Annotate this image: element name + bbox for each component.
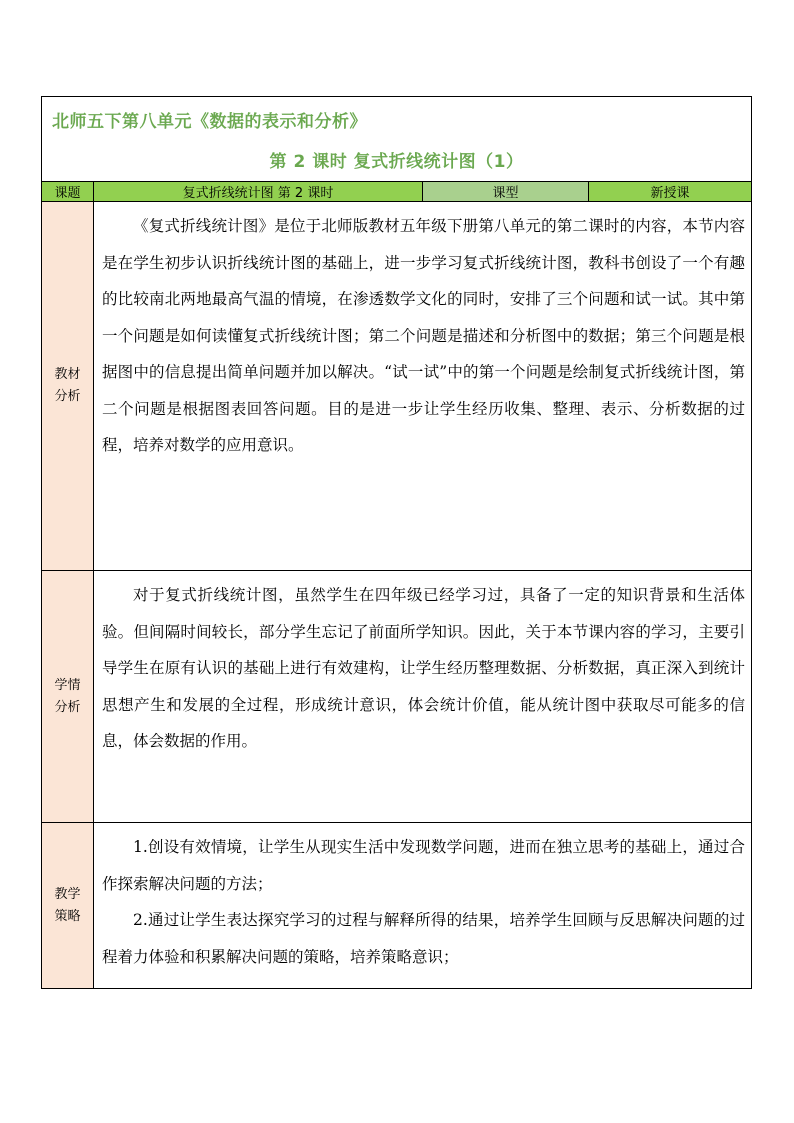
section-row-learner-analysis (42, 571, 752, 823)
lesson-plan-table (41, 96, 752, 989)
type-value: 新授课 (589, 182, 752, 202)
section-row-textbook-analysis (42, 202, 752, 571)
section-content-teaching-strategy (94, 823, 752, 989)
section-content-learner-analysis (94, 571, 752, 823)
paragraph: 1.创设有效情境，让学生从现实生活中发现数学问题，进而在独立思考的基础上，通过合作探索解决问题的方法； (102, 838, 745, 893)
topic-label: 课题 (42, 182, 94, 202)
section-row-teaching-strategy (42, 823, 752, 989)
section-label-teaching-strategy: 教学策略 (42, 823, 94, 989)
sub-title: 第 2 课时 复式折线统计图（1） (269, 152, 524, 172)
title-cell (42, 97, 752, 182)
section-label-textbook-analysis: 教材分析 (42, 202, 94, 571)
topic-value: 复式折线统计图 第 2 课时 (94, 182, 423, 202)
section-label-learner-analysis: 学情分析 (42, 571, 94, 823)
paragraph: 《复式折线统计图》是位于北师版教材五年级下册第八单元的第二课时的内容，本节内容是在学生初步认识折线统计图的基础上，进一步学习复式折线统计图，教科书创设了一个有趣的比较南北两地最高气温的情境，在渗透数学文化的同时，安排了三个问题和试一试。其中第一个问题是如何读懂复式折线统计图；第二个问题是描述和分析图中的数据；第三个问题是根据图中的信息提出简单问题并加以解决。“试一试”中的第一个问题是绘制复式折线统计图，第二个问题是根据图表回答问题。目的是进一步让学生经历收集、整理、表示、分析数据的过程，培养对数学的应用意识。 (102, 217, 745, 454)
paragraph: 2.通过让学生表达探究学习的过程与解释所得的结果，培养学生回顾与反思解决问题的过程着力体验和积累解决问题的策略，培养策略意识； (102, 911, 745, 966)
main-title: 北师五下第八单元《数据的表示和分析》 (52, 112, 367, 132)
info-row (42, 182, 752, 202)
paragraph: 对于复式折线统计图，虽然学生在四年级已经学习过，具备了一定的知识背景和生活体验。但间隔时间较长，部分学生忘记了前面所学知识。因此，关于本节课内容的学习，主要引导学生在原有认识的基础上进行有效建构，让学生经历整理数据、分析数据，真正深入到统计思想产生和发展的全过程，形成统计意识，体会统计价值，能从统计图中获取尽可能多的信息，体会数据的作用。 (102, 586, 745, 750)
type-label: 课型 (423, 182, 589, 202)
section-content-textbook-analysis (94, 202, 752, 571)
